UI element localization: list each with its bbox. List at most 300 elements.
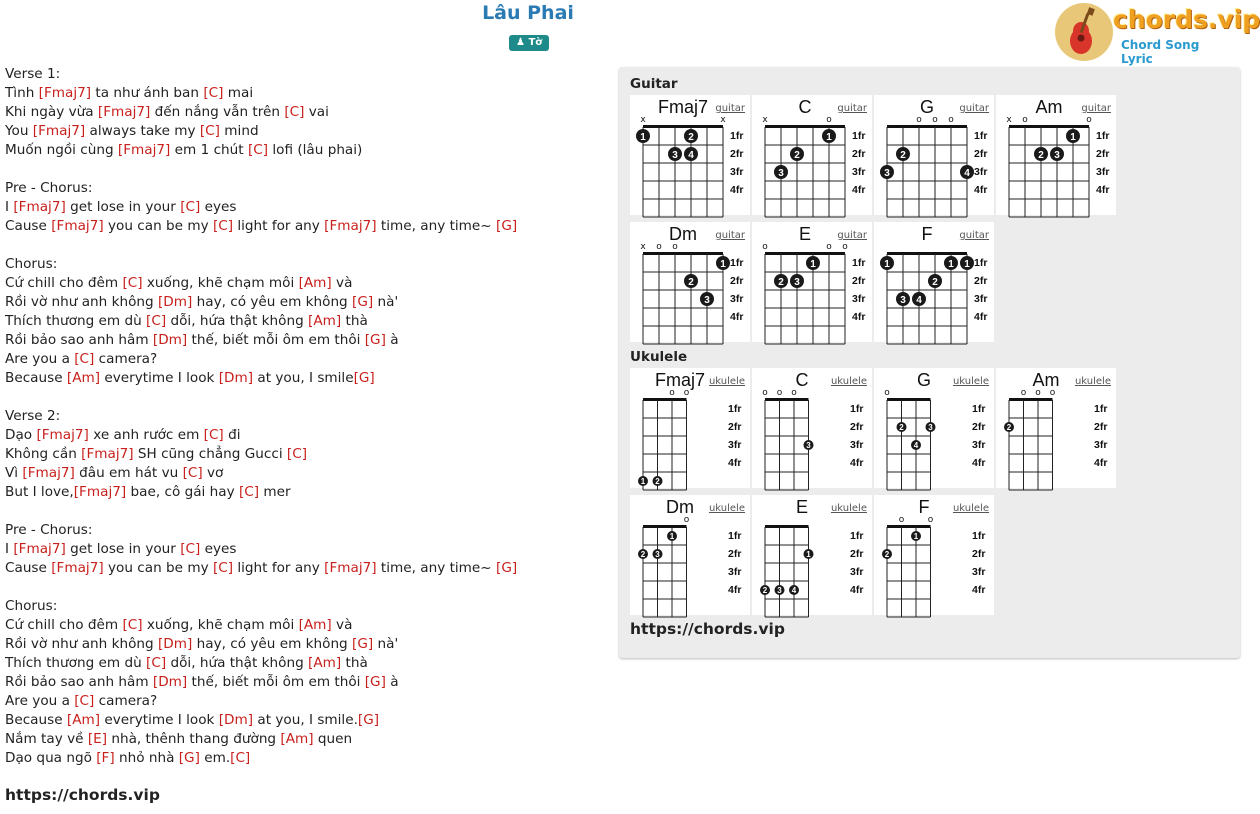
open-marker: o xyxy=(672,242,678,252)
chord-diagram xyxy=(752,95,872,215)
chord-token[interactable]: [Am] xyxy=(308,655,342,671)
lyric-text: mai xyxy=(223,85,254,101)
fret-label: 1fr xyxy=(974,130,988,142)
song-title: Lâu Phai xyxy=(482,2,574,24)
fret-label: 3fr xyxy=(1096,166,1110,178)
ukulele-chord-card-c[interactable] xyxy=(752,368,872,488)
chord-token[interactable]: [Am] xyxy=(308,313,342,329)
finger-number: 1 xyxy=(913,532,919,541)
lyric-text: em 1 chút xyxy=(170,142,248,158)
lyric-line xyxy=(5,635,605,654)
chord-token[interactable]: [G] xyxy=(496,560,518,576)
open-marker: o xyxy=(932,115,938,125)
author-name: Tờ xyxy=(528,37,543,48)
chord-link[interactable]: ukulele xyxy=(830,503,867,514)
chord-link[interactable]: ukulele xyxy=(952,376,989,387)
lyric-line xyxy=(5,198,605,217)
lyric-text: Chorus: xyxy=(5,256,58,272)
lyric-text: mind xyxy=(219,123,259,139)
lyric-text: everytime I look xyxy=(100,712,219,728)
ukulele-chord-card-fmaj7[interactable] xyxy=(630,368,750,488)
lyric-text: Thích thương em dù xyxy=(5,655,147,671)
chord-token[interactable]: [C] xyxy=(146,313,167,329)
chord-diagram xyxy=(752,368,872,488)
lyric-text: và xyxy=(331,617,353,633)
lyric-text: xuống, khẽ chạm môi xyxy=(142,275,299,291)
fret-label: 3fr xyxy=(730,293,744,305)
chord-name: F xyxy=(921,224,933,244)
fret-label: 2fr xyxy=(730,148,744,160)
lyric-line xyxy=(5,369,605,388)
chord-nut xyxy=(765,252,845,255)
author-badge[interactable] xyxy=(509,35,549,51)
chord-token[interactable]: [G] xyxy=(352,294,374,310)
chord-token[interactable]: [Am] xyxy=(66,712,101,728)
chord-token[interactable]: [C] xyxy=(180,541,201,557)
chord-token[interactable]: [E] xyxy=(87,731,108,747)
fret-label: 2fr xyxy=(852,148,866,160)
lyric-line xyxy=(5,540,605,559)
chord-token[interactable]: [C] xyxy=(212,560,234,576)
chord-token[interactable]: [Am] xyxy=(298,275,332,291)
fret-label: 3fr xyxy=(974,293,988,305)
fret-label: 2fr xyxy=(730,275,744,287)
lyric-text: xuống, khẽ chạm môi xyxy=(142,617,299,633)
fret-label: 4fr xyxy=(852,184,866,196)
fret-label: 4fr xyxy=(972,457,986,469)
chord-token[interactable]: [Fmaj7] xyxy=(97,104,151,120)
lyric-text: nà' xyxy=(373,636,399,652)
chord-link[interactable]: ukulele xyxy=(1074,376,1111,387)
chord-token[interactable]: [C] xyxy=(203,427,224,443)
finger-number: 3 xyxy=(778,168,784,179)
chord-token[interactable]: [Fmaj7] xyxy=(51,560,104,576)
chord-token[interactable]: [C] xyxy=(203,85,224,101)
fret-label: 2fr xyxy=(974,148,988,160)
chord-token[interactable]: [Dm] xyxy=(152,332,188,348)
chord-token[interactable]: [G] xyxy=(364,332,386,348)
lyric-text: bae, cô gái hay xyxy=(126,484,239,500)
chord-token[interactable]: [C] xyxy=(146,655,167,671)
lyric-text: à xyxy=(385,332,399,348)
lyric-text: Cause xyxy=(5,218,52,234)
chord-diagram xyxy=(874,95,994,215)
lyric-text: Tình xyxy=(5,85,39,101)
chord-token[interactable]: [C] xyxy=(284,104,305,120)
finger-number: 4 xyxy=(916,295,922,306)
ukulele-chord-card-dm[interactable] xyxy=(630,495,750,615)
lyric-text: time, any time~ xyxy=(376,560,497,576)
chord-token[interactable]: [Dm] xyxy=(218,712,254,728)
chord-name: Dm xyxy=(669,224,697,244)
ukulele-chord-card-e[interactable] xyxy=(752,495,872,615)
lyric-text: Verse 2: xyxy=(5,408,61,424)
guitar-chord-card-dm[interactable] xyxy=(630,222,750,342)
chord-token[interactable]: [Fmaj7] xyxy=(81,446,134,462)
finger-number: 1 xyxy=(669,532,675,541)
lyric-text: Nắm tay về xyxy=(5,731,88,747)
fret-label: 1fr xyxy=(730,130,744,142)
chord-link[interactable]: guitar xyxy=(1081,103,1111,114)
finger-number: 3 xyxy=(794,277,800,288)
fret-label: 3fr xyxy=(728,439,742,451)
chord-diagram xyxy=(874,222,994,342)
finger-number: 1 xyxy=(810,259,816,270)
lyric-text: camera? xyxy=(94,351,158,367)
open-marker: o xyxy=(1086,115,1092,125)
chord-link[interactable]: guitar xyxy=(837,230,867,241)
mute-marker: x xyxy=(1006,115,1012,125)
lyric-text: lofi (lâu phai) xyxy=(268,142,363,158)
chord-token[interactable]: [G] xyxy=(353,370,375,386)
finger-number: 3 xyxy=(1054,150,1060,161)
fret-label: 4fr xyxy=(974,184,988,196)
open-marker: o xyxy=(683,515,690,525)
fret-label: 1fr xyxy=(852,130,866,142)
ukulele-chord-card-am[interactable] xyxy=(996,368,1116,488)
lyric-line xyxy=(5,65,605,84)
lyric-text: you can be my xyxy=(103,560,213,576)
finger-number: 1 xyxy=(640,132,646,143)
guitar-chord-card-g[interactable] xyxy=(874,95,994,215)
lyric-line xyxy=(5,559,605,578)
fret-label: 4fr xyxy=(850,457,864,469)
lyric-line xyxy=(5,749,605,768)
lyric-text: I xyxy=(5,541,14,557)
fret-label: 4fr xyxy=(852,311,866,323)
chord-nut xyxy=(643,125,723,128)
lyric-text: Không cần xyxy=(5,446,82,462)
fret-label: 1fr xyxy=(972,530,986,542)
lyric-line xyxy=(5,692,605,711)
chord-name: C xyxy=(798,97,812,117)
fret-label: 1fr xyxy=(728,403,742,415)
lyric-text: Muốn ngồi cùng xyxy=(5,142,118,158)
finger-number: 2 xyxy=(1038,150,1044,161)
site-logo[interactable] xyxy=(1055,3,1260,66)
chord-token[interactable]: [G] xyxy=(357,712,380,728)
lyric-text: và xyxy=(331,275,353,291)
open-marker: o xyxy=(1049,388,1056,398)
chord-diagram xyxy=(874,368,994,488)
chord-link[interactable]: ukulele xyxy=(830,376,867,387)
chord-token[interactable]: [F] xyxy=(96,750,115,766)
chord-token[interactable]: [Fmaj7] xyxy=(324,560,377,576)
finger-number: 4 xyxy=(913,441,919,450)
lyric-text: I xyxy=(5,199,14,215)
finger-number: 1 xyxy=(720,259,726,270)
chord-diagram xyxy=(996,95,1116,215)
chord-name: E xyxy=(795,497,809,517)
finger-number: 3 xyxy=(884,168,890,179)
fret-label: 4fr xyxy=(1094,457,1108,469)
footer-site-url[interactable]: https://chords.vip xyxy=(5,786,160,804)
mute-marker: x xyxy=(640,242,646,252)
finger-number: 3 xyxy=(704,295,710,306)
chord-token[interactable]: [Dm] xyxy=(157,636,193,652)
chord-diagram xyxy=(630,95,750,215)
chord-link[interactable]: guitar xyxy=(715,103,745,114)
open-marker: o xyxy=(1020,388,1027,398)
chord-token[interactable]: [Fmaj7] xyxy=(36,427,89,443)
chord-token[interactable]: [Fmaj7] xyxy=(117,142,171,158)
open-marker: o xyxy=(1035,388,1041,398)
chord-token[interactable]: [C] xyxy=(238,484,260,500)
open-marker: o xyxy=(656,242,662,252)
chord-nut xyxy=(1009,125,1089,128)
open-marker: o xyxy=(669,388,675,398)
lyric-text: hay, có yêu em không xyxy=(192,636,353,652)
chord-token[interactable]: [G] xyxy=(364,674,386,690)
lyric-text: Verse 1: xyxy=(5,66,61,82)
fret-label: 4fr xyxy=(728,457,742,469)
chord-diagram xyxy=(630,495,750,615)
finger-number: 2 xyxy=(884,550,890,559)
chord-link[interactable]: guitar xyxy=(959,230,989,241)
fret-label: 3fr xyxy=(974,166,988,178)
chord-nut xyxy=(765,398,809,401)
lyric-text: xe anh rước em xyxy=(88,427,204,443)
lyric-text: nà' xyxy=(373,294,399,310)
lyric-text: Because xyxy=(5,712,67,728)
chord-link[interactable]: ukulele xyxy=(708,376,745,387)
lyric-line xyxy=(5,445,605,464)
lyric-text: Khi ngày vừa xyxy=(5,104,98,120)
chord-token[interactable]: [G] xyxy=(496,218,518,234)
chord-link[interactable]: guitar xyxy=(837,103,867,114)
chord-name: Fmaj7 xyxy=(657,97,709,117)
lyric-text: at you, I smile. xyxy=(253,712,358,728)
lyric-text: But I love, xyxy=(5,484,74,500)
lyric-text: thà xyxy=(341,313,368,329)
chord-token[interactable]: [C] xyxy=(286,446,308,462)
chord-token[interactable]: [Fmaj7] xyxy=(324,218,377,234)
lyric-line xyxy=(5,673,605,692)
lyric-text: Vì xyxy=(5,465,23,481)
chord-token[interactable]: [Am] xyxy=(280,731,314,747)
chord-nut xyxy=(887,125,967,128)
lyric-line xyxy=(5,483,605,502)
lyric-line xyxy=(5,388,605,407)
chord-nut xyxy=(643,525,687,528)
finger-number: 2 xyxy=(655,477,660,486)
fret-label: 1fr xyxy=(1094,403,1108,415)
fret-label: 3fr xyxy=(972,566,986,578)
lyric-text: em. xyxy=(199,750,231,766)
chord-token[interactable]: [C] xyxy=(247,142,269,158)
lyric-line xyxy=(5,236,605,255)
fret-label: 4fr xyxy=(850,584,864,596)
guitar-chord-card-am[interactable] xyxy=(996,95,1116,215)
user-icon: ♟ xyxy=(516,37,525,48)
chord-nut xyxy=(643,252,723,255)
lyric-line xyxy=(5,350,605,369)
chord-nut xyxy=(765,125,845,128)
lyric-line xyxy=(5,103,605,122)
lyric-text: Are you a xyxy=(5,351,75,367)
chord-token[interactable]: [Am] xyxy=(298,617,332,633)
open-marker: o xyxy=(776,388,783,398)
finger-number: 4 xyxy=(791,586,797,595)
open-marker: o xyxy=(884,388,890,398)
fret-label: 2fr xyxy=(972,421,986,433)
fret-label: 4fr xyxy=(972,584,986,596)
guitar-chord-card-e[interactable] xyxy=(752,222,872,342)
finger-number: 1 xyxy=(826,132,832,143)
lyric-line xyxy=(5,711,605,730)
lyric-text: thà xyxy=(341,655,368,671)
lyric-line xyxy=(5,141,605,160)
chord-token[interactable]: [Dm] xyxy=(157,294,193,310)
finger-number: 1 xyxy=(806,550,811,559)
guitar-chord-card-f[interactable] xyxy=(874,222,994,342)
chord-token[interactable]: [Fmaj7] xyxy=(13,541,66,557)
chord-token[interactable]: [C] xyxy=(122,617,143,633)
chord-token[interactable]: [Fmaj7] xyxy=(51,218,104,234)
chord-token[interactable]: [Fmaj7] xyxy=(32,123,86,139)
lyric-text: at you, I smile xyxy=(253,370,354,386)
chord-token[interactable]: [C] xyxy=(182,465,203,481)
logo-wordmark: chords.vip xyxy=(1113,5,1260,34)
ukulele-chord-card-g[interactable] xyxy=(874,368,994,488)
finger-number: 3 xyxy=(655,550,660,559)
finger-number: 1 xyxy=(948,259,954,270)
fret-label: 2fr xyxy=(1096,148,1110,160)
lyric-line xyxy=(5,217,605,236)
chord-token[interactable]: [Fmaj7] xyxy=(73,484,127,500)
chord-token[interactable]: [Fmaj7] xyxy=(38,85,92,101)
mute-marker: x xyxy=(720,115,726,125)
fret-label: 1fr xyxy=(972,403,986,415)
lyric-text: vơ xyxy=(202,465,224,481)
chord-token[interactable]: [Fmaj7] xyxy=(13,199,66,215)
finger-number: 3 xyxy=(806,441,811,450)
open-marker: o xyxy=(826,115,832,125)
fret-label: 4fr xyxy=(728,584,742,596)
lyric-text: Cause xyxy=(5,560,52,576)
chord-name: C xyxy=(795,370,809,390)
fret-label: 3fr xyxy=(850,566,864,578)
chord-link[interactable]: ukulele xyxy=(952,503,989,514)
lyric-text: nhà, thênh thang đường xyxy=(107,731,281,747)
fret-label: 1fr xyxy=(1096,130,1110,142)
ukulele-chord-card-f[interactable] xyxy=(874,495,994,615)
chord-token[interactable]: [Fmaj7] xyxy=(22,465,75,481)
finger-number: 3 xyxy=(777,586,782,595)
chord-name: Am xyxy=(1035,97,1063,117)
chord-token[interactable]: [Am] xyxy=(66,370,101,386)
mute-marker: x xyxy=(640,115,646,125)
lyric-line xyxy=(5,654,605,673)
guitar-chord-card-c[interactable] xyxy=(752,95,872,215)
lyric-text: ta như ánh ban xyxy=(91,85,204,101)
lyric-text: time, any time~ xyxy=(376,218,497,234)
lyric-text: Pre - Chorus: xyxy=(5,522,93,538)
chord-token[interactable]: [C] xyxy=(74,693,95,709)
open-marker: o xyxy=(898,515,905,525)
chord-token[interactable]: [C] xyxy=(212,218,234,234)
lyric-text: đi xyxy=(223,427,241,443)
chord-token[interactable]: [G] xyxy=(352,636,374,652)
finger-number: 1 xyxy=(1070,132,1076,143)
chord-token[interactable]: [C] xyxy=(180,199,201,215)
lyric-line xyxy=(5,464,605,483)
ukulele-section-title: Ukulele xyxy=(630,349,688,365)
chord-name: Fmaj7 xyxy=(654,370,706,390)
finger-number: 3 xyxy=(928,423,933,432)
lyric-text: Thích thương em dù xyxy=(5,313,147,329)
fret-label: 2fr xyxy=(850,421,864,433)
fret-label: 1fr xyxy=(730,257,744,269)
guitar-logo-icon xyxy=(1055,3,1113,61)
fret-label: 4fr xyxy=(730,184,744,196)
chord-nut xyxy=(765,525,809,528)
lyric-text: get lose in your xyxy=(65,541,181,557)
fret-label: 1fr xyxy=(850,403,864,415)
chord-token[interactable]: [C] xyxy=(74,351,95,367)
finger-number: 2 xyxy=(899,423,904,432)
lyric-line xyxy=(5,84,605,103)
lyric-text: hay, có yêu em không xyxy=(192,294,353,310)
fret-label: 2fr xyxy=(972,548,986,560)
lyric-text: light for any xyxy=(233,218,325,234)
chord-link[interactable]: guitar xyxy=(959,103,989,114)
chord-name: Dm xyxy=(666,497,694,517)
fret-label: 2fr xyxy=(850,548,864,560)
fret-label: 3fr xyxy=(972,439,986,451)
lyric-text: always take my xyxy=(85,123,200,139)
fret-label: 2fr xyxy=(852,275,866,287)
mute-marker: x xyxy=(762,115,768,125)
chord-token[interactable]: [C] xyxy=(122,275,143,291)
guitar-section-title: Guitar xyxy=(630,76,678,92)
chord-token[interactable]: [Dm] xyxy=(218,370,254,386)
lyric-text: nhỏ nhà xyxy=(114,750,179,766)
panel-site-url[interactable]: https://chords.vip xyxy=(630,620,785,638)
chord-diagram xyxy=(630,368,750,488)
chord-name: G xyxy=(916,370,932,390)
lyric-text: Cứ chill cho đêm xyxy=(5,617,123,633)
chord-name: Am xyxy=(1032,370,1060,390)
chord-token[interactable]: [C] xyxy=(199,123,220,139)
chord-name: F xyxy=(918,497,930,517)
chord-token[interactable]: [G] xyxy=(178,750,200,766)
chord-link[interactable]: guitar xyxy=(715,230,745,241)
lyric-line xyxy=(5,502,605,521)
chord-nut xyxy=(887,252,967,255)
open-marker: o xyxy=(1022,115,1028,125)
lyric-text: Are you a xyxy=(5,693,75,709)
chord-link[interactable]: ukulele xyxy=(708,503,745,514)
lyric-text: à xyxy=(385,674,399,690)
lyric-line xyxy=(5,597,605,616)
open-marker: o xyxy=(948,115,954,125)
finger-number: 1 xyxy=(884,259,890,270)
open-marker: o xyxy=(762,388,768,398)
open-marker: o xyxy=(927,515,934,525)
open-marker: o xyxy=(916,115,922,125)
lyric-text: vai xyxy=(304,104,329,120)
lyric-text: Pre - Chorus: xyxy=(5,180,93,196)
lyric-line xyxy=(5,160,605,179)
chord-token[interactable]: [C] xyxy=(230,750,251,766)
lyric-text: thế, biết mỗi ôm em thôi xyxy=(187,332,365,348)
lyric-text: You xyxy=(5,123,33,139)
chord-token[interactable]: [Dm] xyxy=(152,674,188,690)
fret-label: 2fr xyxy=(1094,421,1108,433)
guitar-chord-card-fmaj7[interactable] xyxy=(630,95,750,215)
fret-label: 1fr xyxy=(974,257,988,269)
